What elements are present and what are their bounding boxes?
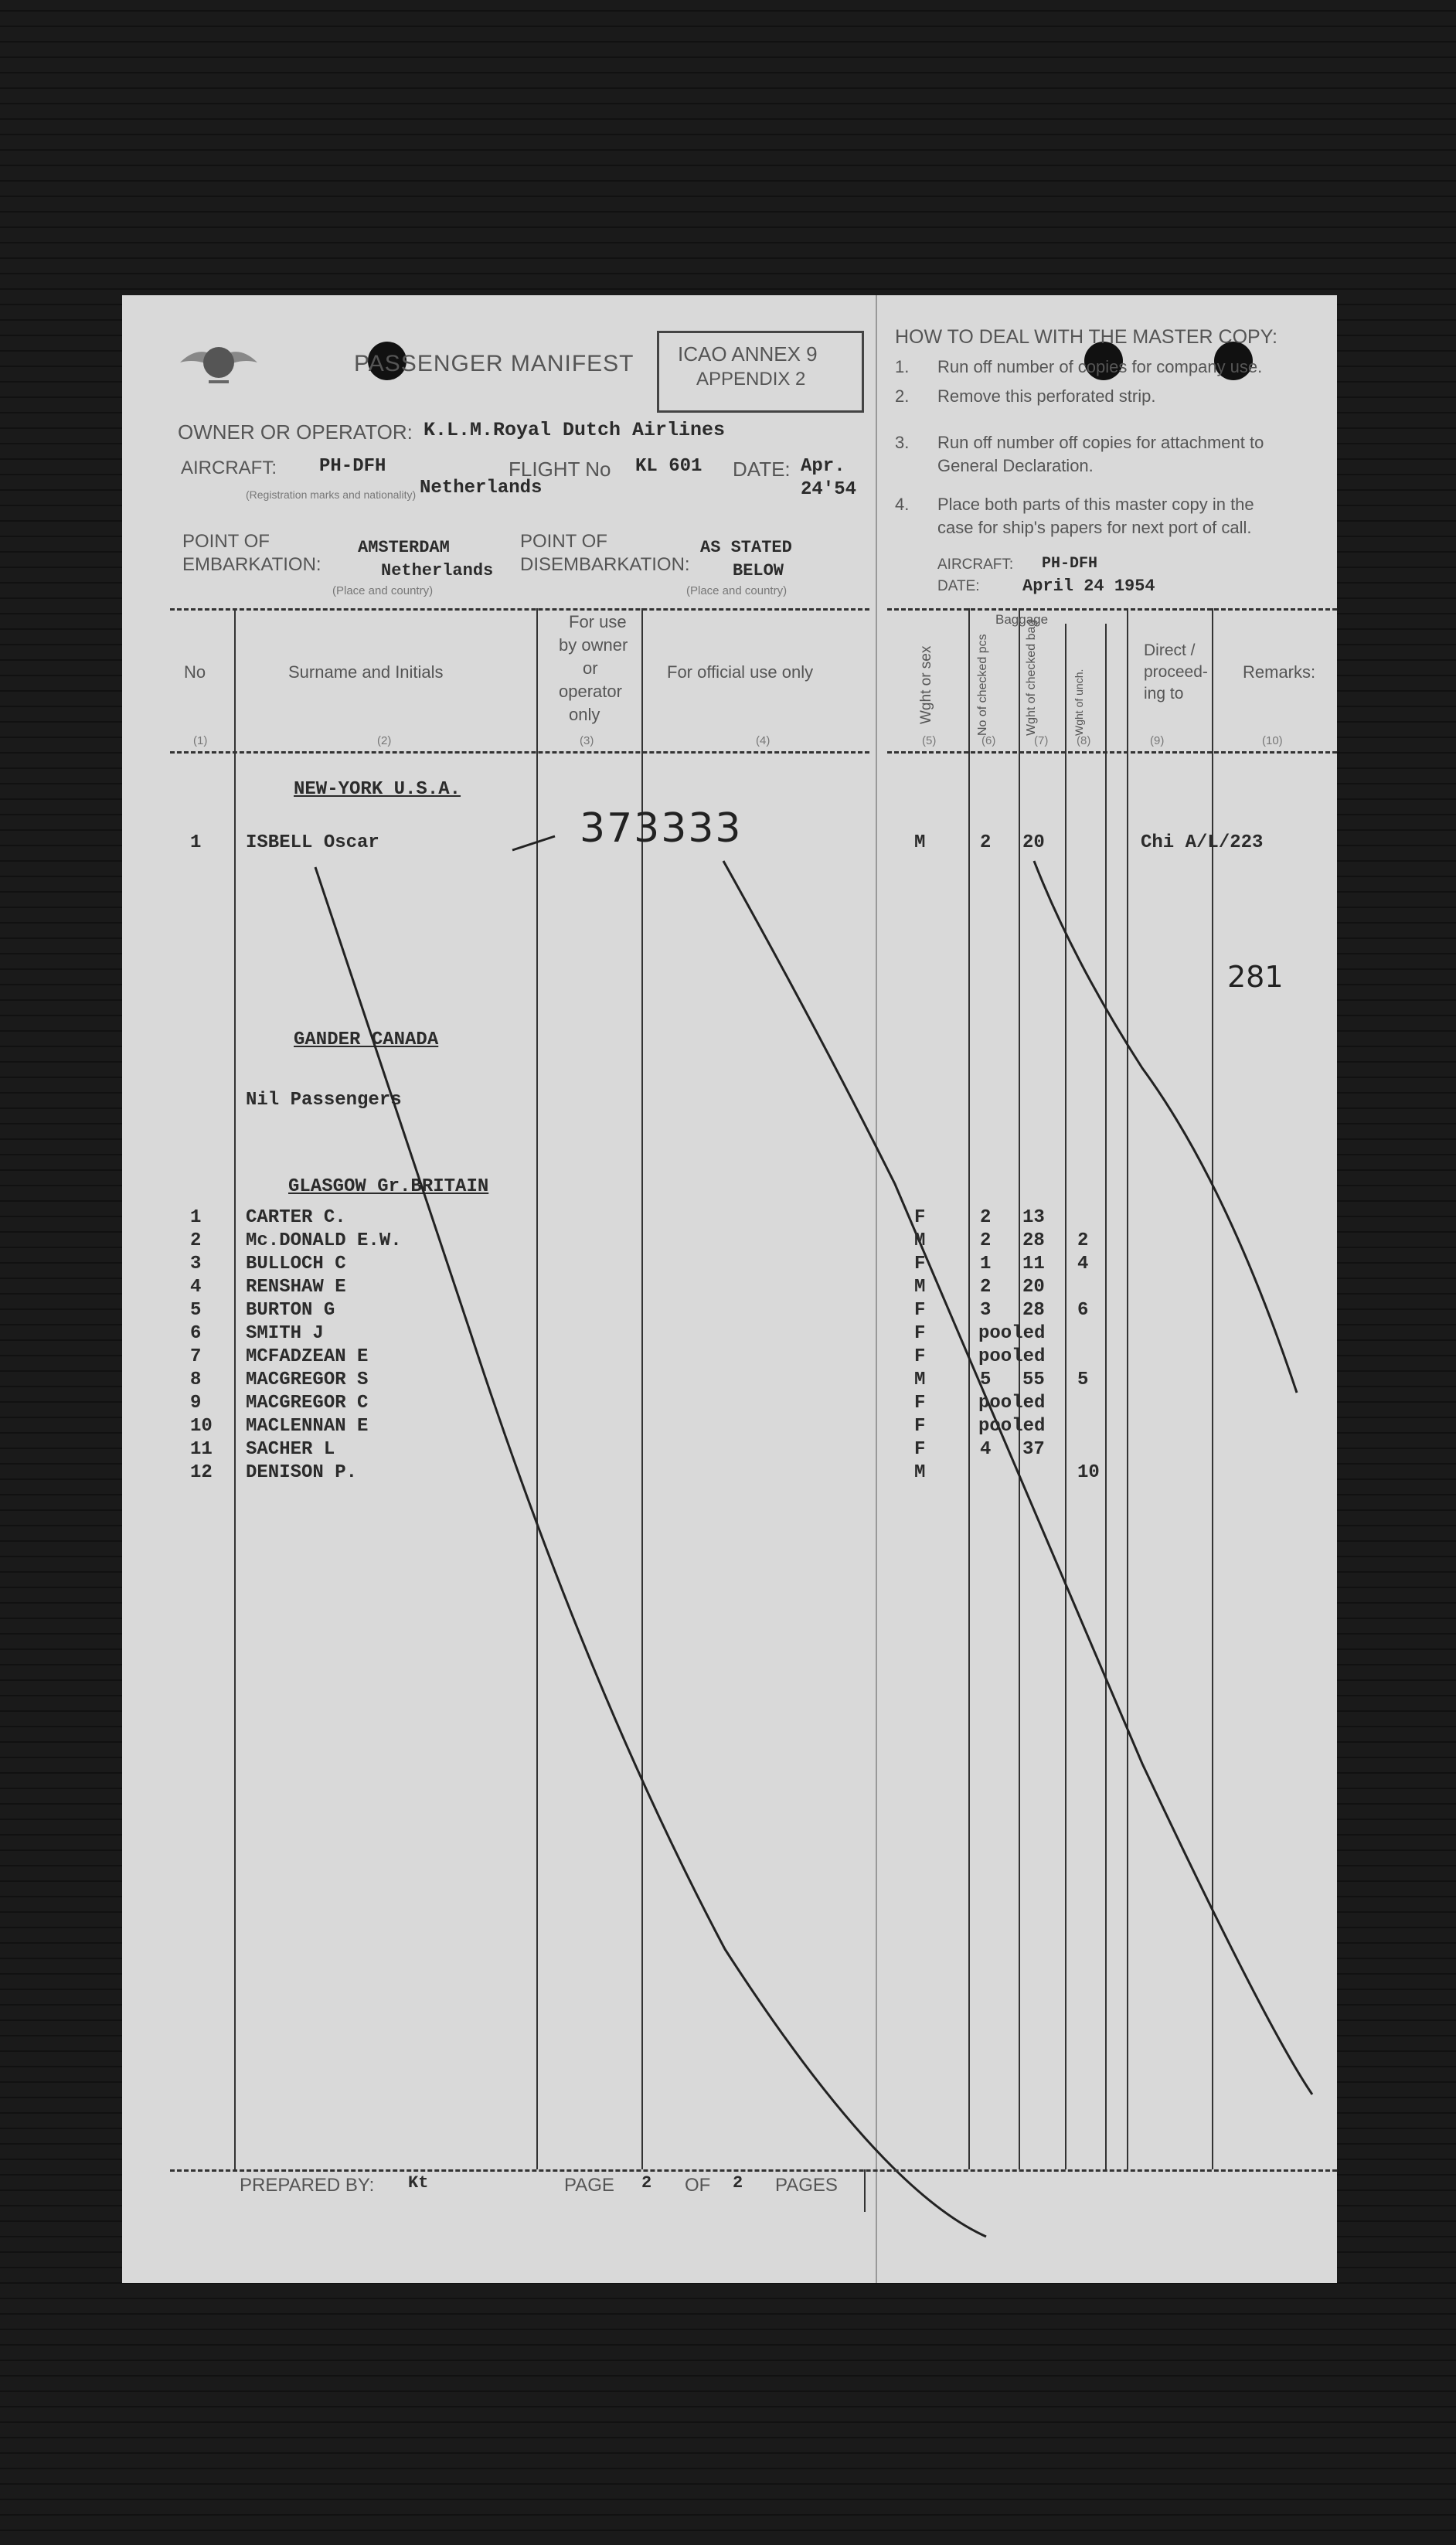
row-unchecked: 10 xyxy=(1077,1462,1100,1483)
col-header-owner-use-line: operator xyxy=(559,682,622,701)
col-number: (3) xyxy=(580,734,594,747)
disembark-note: (Place and country) xyxy=(686,584,788,597)
aircraft-value: PH-DFH xyxy=(319,456,386,477)
row-name: MACGREGOR S xyxy=(246,1369,369,1390)
footer-rule xyxy=(170,2169,1337,2172)
row-name: RENSHAW E xyxy=(246,1277,346,1298)
col-header-checked-pcs: No of checked pcs xyxy=(976,634,989,736)
row-pcs: 5 xyxy=(980,1369,992,1390)
row-no: 3 xyxy=(190,1254,202,1274)
section-gander: GANDER CANADA xyxy=(294,1029,439,1050)
disembark-label-2: DISEMBARKATION: xyxy=(520,554,690,575)
row-weight: 11 xyxy=(1022,1254,1045,1274)
row-no: 10 xyxy=(190,1416,213,1437)
row-sex: F xyxy=(914,1393,926,1414)
embark-label-1: POINT OF xyxy=(182,531,270,552)
row-no: 11 xyxy=(190,1439,213,1460)
col-header-owner-use-line: or xyxy=(583,658,598,678)
instructions-title: HOW TO DEAL WITH THE MASTER COPY: xyxy=(895,326,1277,348)
col-header-weight-sex: Wght or sex xyxy=(918,645,934,724)
col-header-checked-wt: Wght of checked bag xyxy=(1025,619,1038,736)
embark-label-2: EMBARKATION: xyxy=(182,554,321,575)
row-no: 1 xyxy=(190,832,202,853)
row-sex: F xyxy=(914,1416,926,1437)
col-header-direct-line: proceed- xyxy=(1144,663,1208,681)
row-pcs: 1 xyxy=(980,1254,992,1274)
date-value-1: Apr. xyxy=(801,456,845,477)
row-sex: F xyxy=(914,1300,926,1321)
prepared-label: PREPARED BY: xyxy=(240,2175,375,2196)
col-header-owner-use-line: For use xyxy=(569,612,627,631)
row-name: BURTON G xyxy=(246,1300,335,1321)
flight-value: KL 601 xyxy=(635,456,702,477)
row-pcs: pooled xyxy=(978,1393,1046,1414)
embark-value-2: Netherlands xyxy=(381,561,494,580)
col-header-direct-line: Direct / xyxy=(1144,641,1196,659)
prepared-value: Kt xyxy=(408,2173,429,2193)
table-row xyxy=(122,1393,1337,1416)
page-label: PAGE xyxy=(564,2175,614,2196)
row-unchecked: 6 xyxy=(1077,1300,1089,1321)
row-sex: F xyxy=(914,1254,926,1274)
row-unchecked: 2 xyxy=(1077,1230,1089,1251)
disembark-label-1: POINT OF xyxy=(520,531,607,552)
aircraft-label: AIRCRAFT: xyxy=(181,458,277,478)
row-name: Mc.DONALD E.W. xyxy=(246,1230,402,1251)
nil-passengers: Nil Passengers xyxy=(246,1090,402,1111)
instruction-line: Remove this perforated strip. xyxy=(937,386,1156,406)
flight-label: FLIGHT No xyxy=(509,458,611,481)
registration-note: (Registration marks and nationality) xyxy=(246,488,417,501)
row-sex: F xyxy=(914,1323,926,1344)
table-row xyxy=(122,832,1337,856)
col-header-baggage: Baggage xyxy=(995,612,1049,627)
col-header-surname: Surname and Initials xyxy=(288,662,444,682)
row-weight: 28 xyxy=(1022,1300,1045,1321)
table-row xyxy=(122,1346,1337,1369)
table-row xyxy=(122,1230,1337,1254)
col-number: (10) xyxy=(1262,734,1283,747)
row-weight: 20 xyxy=(1022,1277,1045,1298)
row-pcs: 4 xyxy=(980,1439,992,1460)
annex-line-2: APPENDIX 2 xyxy=(696,369,806,390)
row-no: 6 xyxy=(190,1323,202,1344)
row-unchecked: 4 xyxy=(1077,1254,1089,1274)
instr-aircraft-label: AIRCRAFT: xyxy=(937,556,1014,573)
footer-divider xyxy=(864,2169,866,2212)
row-name: MCFADZEAN E xyxy=(246,1346,369,1367)
row-pcs: 2 xyxy=(980,1277,992,1298)
col-number: (6) xyxy=(981,734,996,747)
table-row xyxy=(122,1462,1337,1485)
row-pcs: 3 xyxy=(980,1300,992,1321)
row-sex: M xyxy=(914,1230,926,1251)
row-no: 12 xyxy=(190,1462,213,1483)
row-weight: 13 xyxy=(1022,1207,1045,1228)
handwritten-number: 373333 xyxy=(580,805,743,852)
table-row xyxy=(122,1323,1337,1346)
row-sex: M xyxy=(914,832,926,853)
col-header-owner-use-line: by owner xyxy=(559,635,628,655)
col-number: (5) xyxy=(922,734,937,747)
date-label: DATE: xyxy=(733,458,791,481)
owner-label: OWNER OR OPERATOR: xyxy=(178,420,413,444)
handwritten-page-number: 281 xyxy=(1227,960,1284,994)
instr-aircraft-value: PH-DFH xyxy=(1042,555,1098,573)
table-row xyxy=(122,1300,1337,1323)
col-header-remarks: Remarks: xyxy=(1243,662,1316,682)
instruction-line: Run off number of copies for company use. xyxy=(937,357,1263,376)
col-header-official: For official use only xyxy=(667,662,814,682)
row-no: 5 xyxy=(190,1300,202,1321)
col-number: (4) xyxy=(756,734,771,747)
date-value-2: 24'54 xyxy=(801,479,857,500)
col-header-owner-use-line: only xyxy=(569,705,600,724)
row-sex: F xyxy=(914,1207,926,1228)
instruction-line: Run off number off copies for attachment to xyxy=(937,433,1264,452)
row-name: BULLOCH C xyxy=(246,1254,346,1274)
page-title: PASSENGER MANIFEST xyxy=(354,351,634,376)
row-pcs: pooled xyxy=(978,1416,1046,1437)
owner-value: K.L.M.Royal Dutch Airlines xyxy=(424,419,726,441)
table-row xyxy=(122,1254,1337,1277)
row-pcs: 2 xyxy=(980,1207,992,1228)
row-name: DENISON P. xyxy=(246,1462,358,1483)
row-name: SACHER L xyxy=(246,1439,335,1460)
col-number: (1) xyxy=(193,734,208,747)
nationality-value: Netherlands xyxy=(420,478,543,498)
row-direct: Chi A/L/223 xyxy=(1141,832,1264,853)
disembark-value-1: AS STATED xyxy=(700,538,792,557)
of-label: OF xyxy=(685,2175,711,2196)
row-weight: 55 xyxy=(1022,1369,1045,1390)
instruction-number: 3. xyxy=(895,433,910,452)
table-row xyxy=(122,1369,1337,1393)
row-no: 9 xyxy=(190,1393,202,1414)
row-sex: M xyxy=(914,1369,926,1390)
table-row xyxy=(122,1416,1337,1439)
row-weight: 20 xyxy=(1022,832,1045,853)
row-pcs: 2 xyxy=(980,832,992,853)
disembark-value-2: BELOW xyxy=(733,561,784,580)
row-sex: F xyxy=(914,1346,926,1367)
section-newyork: NEW-YORK U.S.A. xyxy=(294,779,461,800)
table-row xyxy=(122,1277,1337,1300)
instruction-line: Place both parts of this master copy in the xyxy=(937,495,1254,514)
embark-note: (Place and country) xyxy=(332,584,434,597)
col-header-direct-line: ing to xyxy=(1144,685,1184,703)
col-number: (2) xyxy=(377,734,392,747)
row-no: 2 xyxy=(190,1230,202,1251)
row-name: ISBELL Oscar xyxy=(246,832,379,853)
instr-date-label: DATE: xyxy=(937,578,980,594)
row-sex: M xyxy=(914,1277,926,1298)
row-pcs: pooled xyxy=(978,1346,1046,1367)
row-sex: M xyxy=(914,1462,926,1483)
instruction-line: General Declaration. xyxy=(937,456,1094,475)
row-no: 1 xyxy=(190,1207,202,1228)
row-name: MACGREGOR C xyxy=(246,1393,369,1414)
instruction-line: case for ship's papers for next port of call. xyxy=(937,518,1252,537)
instruction-number: 1. xyxy=(895,357,910,376)
row-unchecked: 5 xyxy=(1077,1369,1089,1390)
col-header-no: No xyxy=(184,662,206,682)
col-header-unchecked: Wght of unch. xyxy=(1073,669,1085,736)
of-value: 2 xyxy=(733,2173,743,2193)
table-row xyxy=(122,1207,1337,1230)
row-weight: 37 xyxy=(1022,1439,1045,1460)
row-name: CARTER C. xyxy=(246,1207,346,1228)
page-value: 2 xyxy=(641,2173,652,2193)
col-number: (7) xyxy=(1034,734,1049,747)
instr-date-value: April 24 1954 xyxy=(1022,577,1155,596)
col-number: (9) xyxy=(1150,734,1165,747)
instruction-number: 4. xyxy=(895,495,910,514)
row-sex: F xyxy=(914,1439,926,1460)
pages-label: PAGES xyxy=(775,2175,838,2196)
instruction-number: 2. xyxy=(895,386,910,406)
row-no: 7 xyxy=(190,1346,202,1367)
row-name: MACLENNAN E xyxy=(246,1416,369,1437)
row-pcs: 2 xyxy=(980,1230,992,1251)
row-pcs: pooled xyxy=(978,1323,1046,1344)
table-row xyxy=(122,1439,1337,1462)
row-name: SMITH J xyxy=(246,1323,324,1344)
row-no: 4 xyxy=(190,1277,202,1298)
row-no: 8 xyxy=(190,1369,202,1390)
embark-value-1: AMSTERDAM xyxy=(358,538,450,557)
manifest-sheet xyxy=(122,295,1337,2283)
row-weight: 28 xyxy=(1022,1230,1045,1251)
annex-line-1: ICAO ANNEX 9 xyxy=(678,342,818,366)
section-glasgow: GLASGOW Gr.BRITAIN xyxy=(288,1176,489,1197)
col-number: (8) xyxy=(1077,734,1091,747)
